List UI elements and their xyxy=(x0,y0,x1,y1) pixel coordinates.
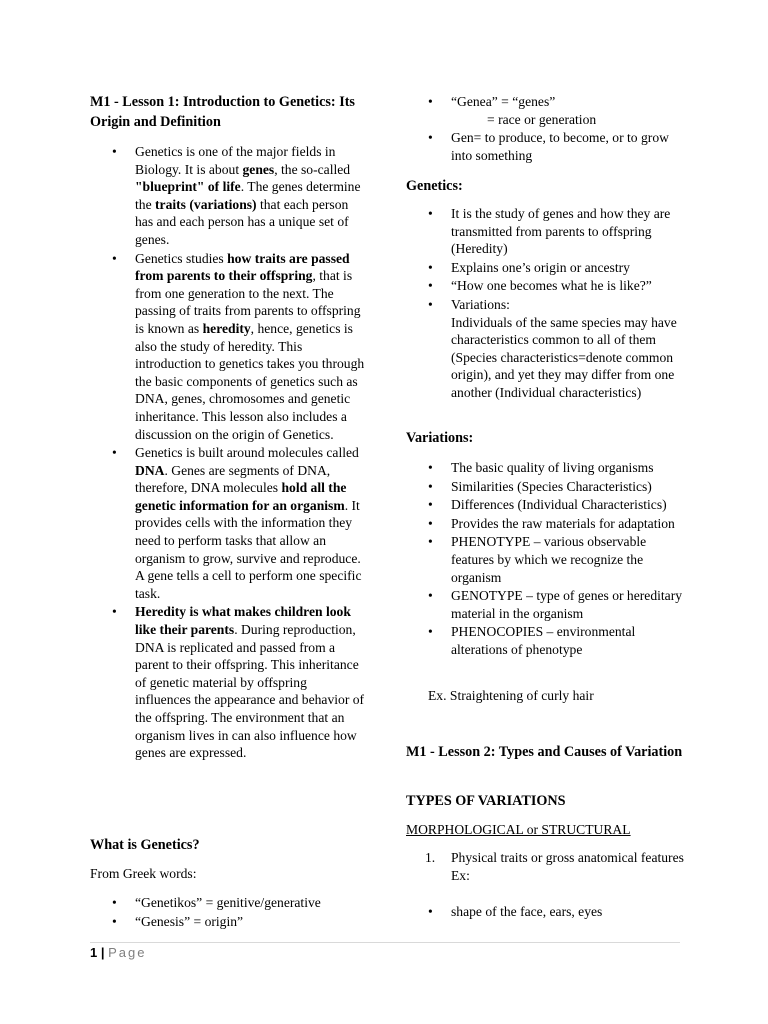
variations-heading: Variations: xyxy=(406,430,474,446)
numbered-list xyxy=(406,849,684,884)
list-item: • “How one becomes what he is like?” xyxy=(406,277,684,295)
list-item: • Genetics is built around molecules called DNA. Genes are segments of DNA, therefore, DNA molecules hold all the genetic information for an organism. It provides cells with the information they need to perform tasks that allow an organism to grow, survive and reproduce. A gene tells a cell to perform one specific task. xyxy=(90,444,365,602)
list-item: • shape of the face, ears, eyes xyxy=(406,903,684,921)
genetics-heading: Genetics: xyxy=(406,178,463,194)
morphological-heading: MORPHOLOGICAL or STRUCTURAL xyxy=(406,822,631,837)
greek-words-list xyxy=(90,894,365,931)
list-item: • Genetics is one of the major fields in Biology. It is about genes, the so-called "blueprint" of life. The genes determine the traits (variations) that each person has and each person has a unique set of genes. xyxy=(90,143,365,249)
list-item: • It is the study of genes and how they are transmitted from parents to offspring (Heredity) xyxy=(406,205,684,258)
what-is-genetics-heading: What is Genetics? xyxy=(90,837,200,853)
list-item: • “Genesis” = origin” xyxy=(90,913,365,931)
variations-list xyxy=(406,459,684,660)
genea-list xyxy=(406,93,684,165)
list-item: • The basic quality of living organisms xyxy=(406,459,684,477)
genetics-list xyxy=(406,205,684,403)
list-item: • PHENOTYPE – various observable features by which we recognize the organism xyxy=(406,533,684,586)
list-item: • Genetics studies how traits are passed from parents to their offspring, that is from one generation to the next. The passing of traits from parents to offspring is known as heredity, hence, genetics is also the study of heredity. This introduction to genetics takes you through the basic components of genetics such as DNA, genes, chromosomes and genetic inheritance. This lesson also includes a discussion on the origin of Genetics. xyxy=(90,250,365,444)
from-greek-text: From Greek words: xyxy=(90,866,197,881)
page-number: 1 xyxy=(90,945,98,960)
list-number: 1. xyxy=(425,850,436,865)
page-label: Page xyxy=(108,945,147,960)
footer-separator: | xyxy=(97,945,109,960)
list-item: • PHENOCOPIES – environmental alterations of phenotype xyxy=(406,623,684,658)
shape-list xyxy=(406,903,684,922)
lesson2-title: M1 - Lesson 2: Types and Causes of Variation xyxy=(406,744,683,760)
list-item: 1. Physical traits or gross anatomical features Ex: xyxy=(425,850,684,883)
list-item: • GENOTYPE – type of genes or hereditary material in the organism xyxy=(406,587,684,622)
list-item: • Provides the raw materials for adaptation xyxy=(406,515,684,533)
list-item: • Explains one’s origin or ancestry xyxy=(406,259,684,277)
page-footer xyxy=(90,944,146,962)
footer-divider xyxy=(90,942,680,943)
lesson1-title: M1 - Lesson 1: Introduction to Genetics: Its Origin and Definition xyxy=(90,94,355,130)
lesson1-bullet-list xyxy=(90,143,365,763)
list-item: • “Genea” = “genes” = race or generation xyxy=(406,93,684,128)
list-item: • Similarities (Species Characteristics) xyxy=(406,478,684,496)
list-item: • Differences (Individual Characteristics) xyxy=(406,496,684,514)
list-item: • Variations: Individuals of the same species may have characteristics common to all of them (Species characteristics=denote common origin), and yet they may differ from one another (Individual characteristics) xyxy=(406,296,684,402)
example-text: Ex. Straightening of curly hair xyxy=(428,688,594,703)
list-item: • “Genetikos” = genitive/generative xyxy=(90,894,365,912)
types-of-variations-heading: TYPES OF VARIATIONS xyxy=(406,793,566,809)
list-item: • Heredity is what makes children look like their parents. During reproduction, DNA is replicated and passed from a parent to their offspring. This inheritance of genetic material by offspring influences the appearance and behavior of the offspring. The environment that an organism lives in can also influence how genes are expressed. xyxy=(90,603,365,761)
list-item: • Gen= to produce, to become, or to grow into something xyxy=(406,129,684,164)
